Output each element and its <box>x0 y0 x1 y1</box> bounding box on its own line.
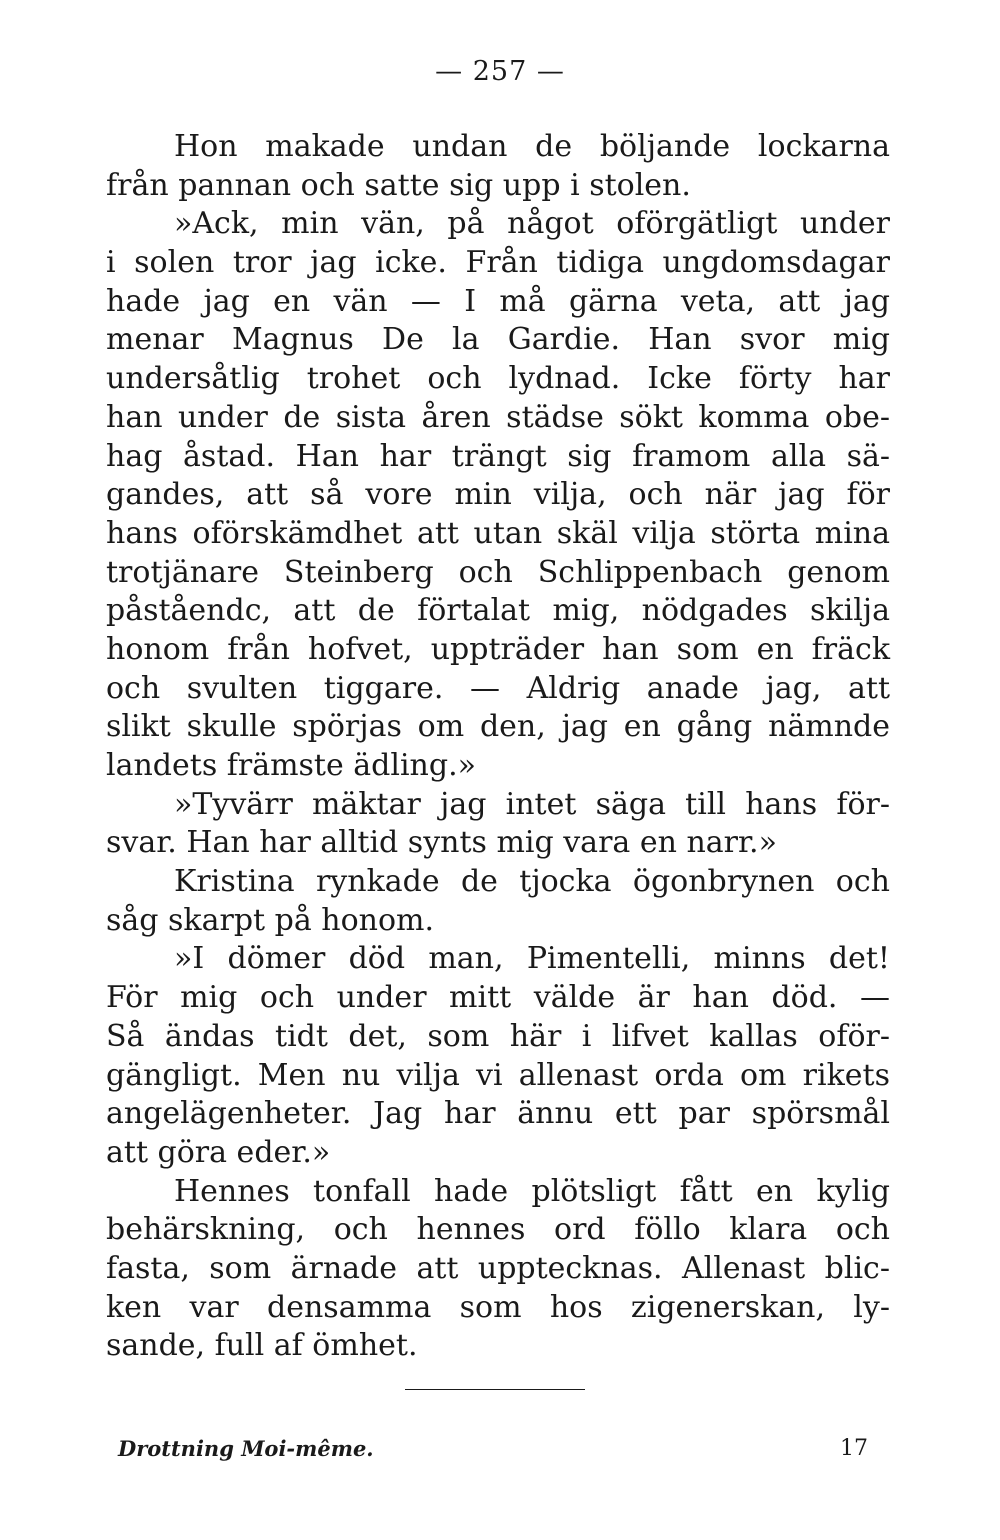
text-line: behärskning, och hennes ord föllo klara och <box>106 1212 890 1248</box>
text-line: påståendc, att de förtalat mig, nödgades skilja <box>106 593 890 629</box>
text-line: landets främste ädling.» <box>106 748 476 783</box>
text-line: hans oförskämdhet att utan skäl vilja störta mina <box>106 515 890 551</box>
text-line: och svulten tiggare. — Aldrig anade jag, att <box>106 670 890 706</box>
text-line: menar Magnus De la Gardie. Han svor mig <box>106 322 890 358</box>
text-line: han under de sista åren städse sökt komma obe- <box>106 399 890 435</box>
text-line: ken var densamma som hos zigenerskan, ly- <box>106 1289 890 1325</box>
footer-title: Drottning Moi-même. <box>118 1436 374 1461</box>
text-line: Hennes tonfall hade plötsligt fått en kylig <box>174 1173 890 1209</box>
text-line: såg skarpt på honom. <box>106 902 434 938</box>
body-text <box>106 128 890 1366</box>
text-line: sande, full af ömhet. <box>106 1328 418 1364</box>
section-divider <box>405 1389 585 1390</box>
text-line: gängligt. Men nu vilja vi allenast orda om rikets <box>106 1057 890 1093</box>
text-line: För mig och under mitt välde är han död. — <box>106 980 890 1016</box>
text-line: fasta, som ärnade att upptecknas. Allenast blic- <box>106 1250 890 1286</box>
text-line: gandes, att så vore min vilja, och när jag för <box>106 477 890 513</box>
text-line: undersåtlig trohet och lydnad. Icke förty har <box>106 361 890 397</box>
text-line: »Ack, min vän, på något oförgätligt under <box>174 206 890 242</box>
text-line: Kristina rynkade de tjocka ögonbrynen och <box>174 864 890 900</box>
footer-signature: 17 <box>840 1436 868 1461</box>
text-line: trotjänare Steinberg och Schlippenbach genom <box>106 554 890 590</box>
text-line: angelägenheter. Jag har ännu ett par spörsmål <box>106 1096 890 1132</box>
text-line: hade jag en vän — I må gärna veta, att jag <box>106 283 890 319</box>
text-line: »Tyvärr mäktar jag intet säga till hans för- <box>174 786 890 822</box>
page-number: — 257 — <box>435 56 565 87</box>
text-line: i solen tror jag icke. Från tidiga ungdomsdagar <box>106 245 890 281</box>
text-line: från pannan och satte sig upp i stolen. <box>106 167 691 203</box>
text-line: honom från hofvet, uppträder han som en fräck <box>106 631 890 667</box>
text-line: »I dömer död man, Pimentelli, minns det! <box>174 941 890 977</box>
text-line: Hon makade undan de böljande lockarna <box>174 129 890 164</box>
text-line: hag åstad. Han har trängt sig framom alla sä- <box>106 438 890 474</box>
text-line: att göra eder.» <box>106 1134 331 1170</box>
text-line: svar. Han har alltid synts mig vara en narr.» <box>106 825 777 861</box>
text-line: Så ändas tidt det, som här i lifvet kallas oför- <box>106 1018 890 1054</box>
text-line: slikt skulle spörjas om den, jag en gång nämnde <box>106 709 890 745</box>
